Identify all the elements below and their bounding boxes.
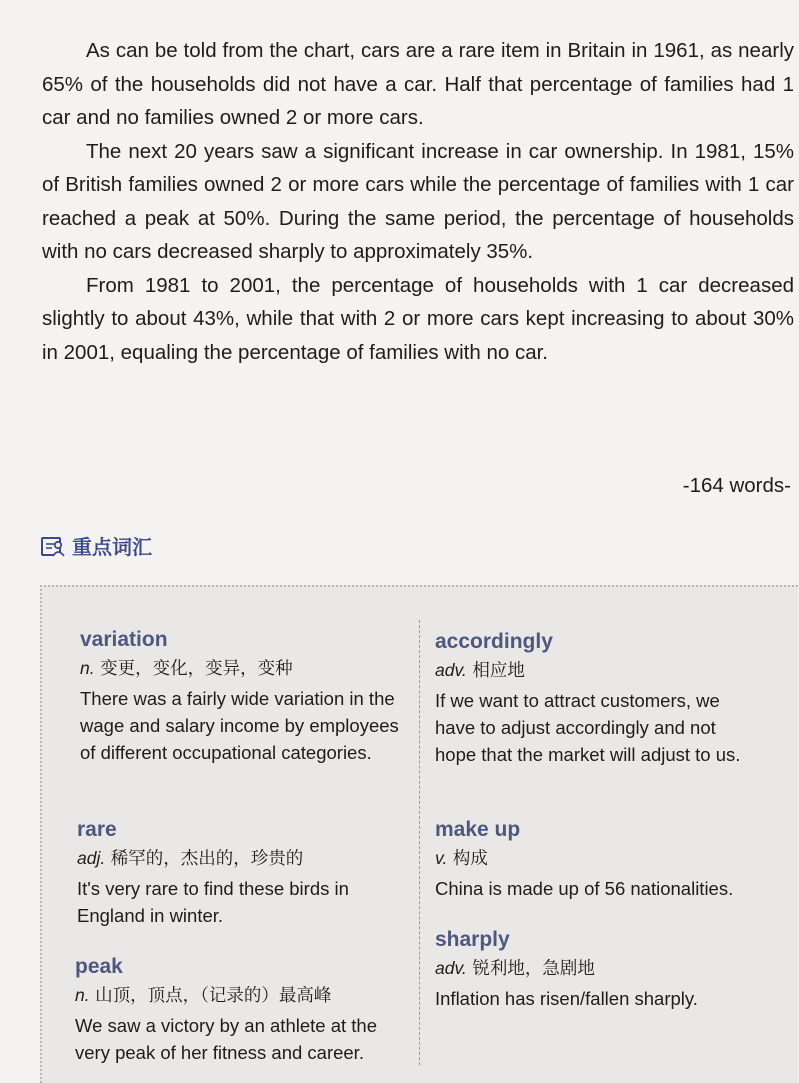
essay-text (42, 34, 794, 369)
vocab-entry-rare (77, 817, 407, 929)
vocab-meaning: 构成 (447, 849, 488, 869)
part-of-speech: adv. (435, 958, 467, 978)
vocab-entry-variation (80, 627, 410, 766)
vocab-definition (435, 657, 755, 684)
vocab-definition (75, 982, 415, 1009)
vocab-entry-peak (75, 954, 415, 1066)
vocab-heading (40, 531, 152, 560)
vocab-definition (435, 845, 765, 872)
word-count: -164 words- (682, 474, 791, 497)
part-of-speech: n. (75, 985, 90, 1005)
vocab-word: accordingly (435, 630, 553, 653)
vocab-entry-make-up (435, 817, 765, 902)
vocab-word: peak (75, 955, 123, 978)
vocab-word: make up (435, 818, 521, 841)
vocab-heading-label: 重点词汇 (72, 535, 152, 559)
vocab-entry-accordingly (435, 629, 755, 768)
vocab-word: rare (77, 818, 117, 841)
vocab-definition (77, 845, 407, 872)
part-of-speech: adj. (77, 848, 106, 868)
vocab-meaning: 山顶，顶点，（记录的）最高峰 (89, 986, 332, 1006)
part-of-speech: n. (80, 658, 95, 678)
vocab-meaning: 相应地 (466, 661, 525, 681)
vocab-example: China is made up of 56 nationalities. (435, 878, 734, 899)
vocab-meaning: 锐利地，急剧地 (466, 959, 595, 979)
vocab-example: It's very rare to find these birds in England in winter. (77, 878, 349, 926)
essay-paragraph: The next 20 years saw a significant increase in car ownership. In 1981, 15% of British families owned 2 or more cars while the percentage of families with 1 car reached a peak at 50%. During the same period, the percentage of households with no cars decreased sharply to approximately 35%. (42, 139, 794, 263)
part-of-speech: adv. (435, 660, 467, 680)
part-of-speech: v. (435, 848, 448, 868)
column-divider (419, 620, 420, 1065)
vocab-definition (435, 955, 765, 982)
vocab-definition (80, 655, 410, 682)
book-person-icon (40, 534, 66, 558)
vocab-entry-sharply (435, 927, 765, 1012)
vocab-word: variation (80, 628, 168, 651)
vocab-example: We saw a victory by an athlete at the very peak of her fitness and career. (75, 1015, 377, 1063)
vocab-example: Inflation has risen/fallen sharply. (435, 988, 698, 1009)
vocab-example: There was a fairly wide variation in the wage and salary income by employees of different occupational categories. (80, 688, 399, 763)
vocab-meaning: 变更，变化，变异，变种 (94, 659, 293, 679)
vocab-meaning: 稀罕的，杰出的，珍贵的 (105, 849, 304, 869)
essay-paragraph: As can be told from the chart, cars are a rare item in Britain in 1961, as nearly 65% of the households did not have a car. Half that percentage of families had 1 car and no families owned 2 or more cars. (42, 39, 794, 129)
essay-paragraph: From 1981 to 2001, the percentage of households with 1 car decreased slightly to about 43%, while that with 2 or more cars kept increasing to about 30% in 2001, equaling the percentage of families with no car. (42, 273, 794, 364)
vocab-word: sharply (435, 928, 510, 951)
vocab-example: If we want to attract customers, we have to adjust accordingly and not hope that the market will adjust to us. (435, 690, 741, 765)
